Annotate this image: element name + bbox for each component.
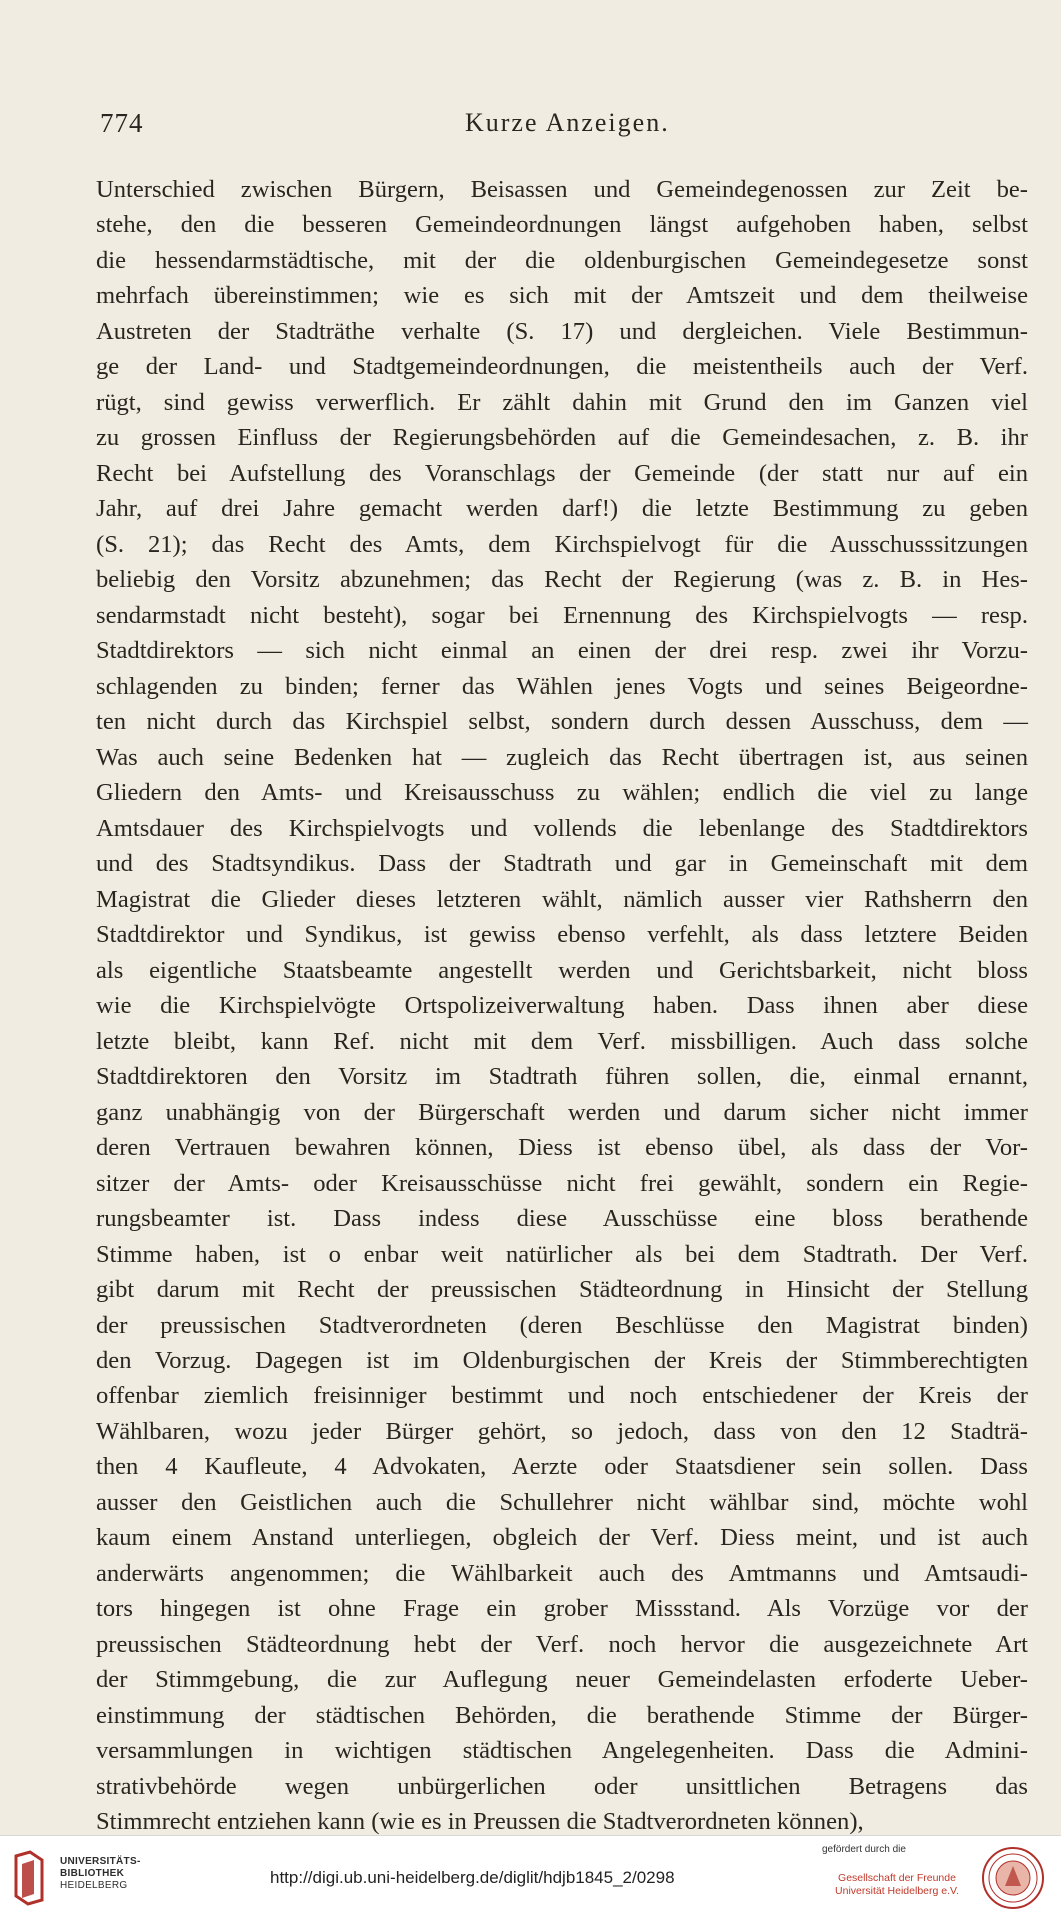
text-line: ge der Land- und Stadtgemeindeordnungen, die meistentheils auch der Verf. [96, 353, 1028, 381]
text-line: Gliedern den Amts- und Kreisausschuss zu wählen; endlich die viel zu lange [96, 779, 1028, 807]
text-line: gibt darum mit Recht der preussischen Städteordnung in Hinsicht der Stellung [96, 1276, 1028, 1304]
text-line: schlagenden zu binden; ferner das Wählen jenes Vogts und seines Beigeordne- [96, 672, 1028, 700]
text-line: als eigentliche Staatsbeamte angestellt werden und Gerichtsbarkeit, nicht bloss [96, 956, 1028, 984]
digitization-footer [0, 1835, 1061, 1920]
page-header [100, 108, 1030, 148]
library-name-line: UNIVERSITÄTS- [60, 1856, 141, 1867]
text-line: rungsbeamter ist. Dass indess diese Ausschüsse eine bloss berathende [96, 1205, 1028, 1233]
text-line: Stimme haben, ist o enbar weit natürlicher als bei dem Stadtrath. Der Verf. [96, 1240, 1028, 1268]
text-line: Unterschied zwischen Bürgern, Beisassen und Gemeindegenossen zur Zeit be- [96, 176, 1028, 203]
text-line: (S. 21); das Recht des Amts, dem Kirchspielvogt für die Ausschusssitzungen [96, 530, 1028, 558]
text-line: Stimmrecht entziehen kann (wie es in Preussen die Stadtverordneten können), [96, 1808, 864, 1836]
text-line: Amtsdauer des Kirchspielvogts und vollends die lebenlange des Stadtdirektors [96, 814, 1028, 842]
text-line: ganz unabhängig von der Bürgerschaft werden und darum sicher nicht immer [96, 1098, 1028, 1126]
society-name-line: Gesellschaft der Freunde [838, 1872, 956, 1884]
text-line: Wählbaren, wozu jeder Bürger gehört, so jedoch, dass von den 12 Stadträ- [96, 1417, 1028, 1445]
text-line: kaum einem Anstand unterliegen, obgleich der Verf. Diess meint, und ist auch [96, 1524, 1028, 1552]
text-line: offenbar ziemlich freisinniger bestimmt und noch entschiedener der Kreis der [96, 1382, 1028, 1410]
text-line: ten nicht durch das Kirchspiel selbst, sondern durch dessen Ausschuss, dem — [96, 708, 1028, 736]
library-name-line: HEIDELBERG [60, 1880, 128, 1891]
text-line: die hessendarmstädtische, mit der die oldenburgischen Gemeindegesetze sonst [96, 246, 1028, 274]
text-line: letzte bleibt, kann Ref. nicht mit dem Verf. missbilligen. Auch dass solche [96, 1027, 1028, 1055]
text-line: beliebig den Vorsitz abzunehmen; das Recht der Regierung (was z. B. in Hes- [96, 566, 1028, 594]
text-line: Stadtdirektoren den Vorsitz im Stadtrath führen sollen, die, einmal ernannt, [96, 1063, 1028, 1091]
text-line: Jahr, auf drei Jahre gemacht werden darf!) die letzte Bestimmung zu geben [96, 495, 1028, 523]
text-line: deren Vertrauen bewahren können, Diess ist ebenso übel, als dass der Vor- [96, 1134, 1028, 1162]
source-url-link[interactable]: http://digi.ub.uni-heidelberg.de/diglit/hdjb1845_2/0298 [270, 1868, 675, 1887]
university-seal-icon [981, 1846, 1045, 1910]
society-name-line: Universität Heidelberg e.V. [835, 1885, 959, 1897]
text-line: Stadtdirektor und Syndikus, ist gewiss ebenso verfehlt, als dass letztere Beiden [96, 921, 1028, 949]
text-line: zu grossen Einfluss der Regierungsbehörden auf die Gemeindesachen, z. B. ihr [96, 424, 1028, 452]
text-line: Recht bei Aufstellung des Voranschlags der Gemeinde (der statt nur auf ein [96, 459, 1028, 487]
library-name [60, 1856, 200, 1892]
text-line: Was auch seine Bedenken hat — zugleich das Recht übertragen ist, aus seinen [96, 743, 1028, 771]
text-line: strativbehörde wegen unbürgerlichen oder unsittlichen Betragens das [96, 1772, 1028, 1800]
text-line: und des Stadtsyndikus. Dass der Stadtrath und gar in Gemeinschaft mit dem [96, 850, 1028, 878]
text-line: Stadtdirektors — sich nicht einmal an einen der drei resp. zwei ihr Vorzu- [96, 637, 1028, 665]
page-number: 774 [100, 108, 144, 138]
society-name [822, 1872, 972, 1898]
text-line: stehe, den die besseren Gemeindeordnungen längst aufgehoben haben, selbst [96, 211, 1028, 239]
text-line: einstimmung der städtischen Behörden, die berathende Stimme der Bürger- [96, 1701, 1028, 1729]
text-line: Austreten der Stadträthe verhalte (S. 17) und dergleichen. Viele Bestimmun- [96, 317, 1028, 345]
text-line: tors hingegen ist ohne Frage ein grober Missstand. Als Vorzüge vor der [96, 1595, 1028, 1623]
text-line: sitzer der Amts- oder Kreisausschüsse nicht frei gewählt, sondern ein Regie- [96, 1169, 1028, 1197]
text-line: sendarmstadt nicht besteht), sogar bei Ernennung des Kirchspielvogts — resp. [96, 601, 1028, 629]
text-line: ausser den Geistlichen auch die Schullehrer nicht wählbar sind, möchte wohl [96, 1488, 1028, 1516]
text-line: der preussischen Stadtverordneten (deren Beschlüsse den Magistrat binden) [96, 1311, 1028, 1339]
body-text [96, 172, 1028, 1840]
funded-by-text: gefördert durch die [822, 1844, 906, 1855]
text-line: versammlungen in wichtigen städtischen Angelegenheiten. Dass die Admini- [96, 1737, 1028, 1765]
text-line: anderwärts angenommen; die Wählbarkeit auch des Amtmanns und Amtsaudi- [96, 1559, 1028, 1587]
text-line: Magistrat die Glieder dieses letzteren wählt, nämlich ausser vier Rathsherrn den [96, 885, 1028, 913]
library-logo-icon [12, 1850, 46, 1906]
library-name-line: BIBLIOTHEK [60, 1868, 125, 1879]
text-line: preussischen Städteordnung hebt der Verf. noch hervor die ausgezeichnete Art [96, 1630, 1028, 1658]
text-line: den Vorzug. Dagegen ist im Oldenburgischen der Kreis der Stimmberechtigten [96, 1346, 1028, 1374]
text-line: wie die Kirchspielvögte Ortspolizeiverwaltung haben. Dass ihnen aber diese [96, 992, 1028, 1020]
text-line: rügt, sind gewiss verwerflich. Er zählt dahin mit Grund den im Ganzen viel [96, 388, 1028, 416]
running-head: Kurze Anzeigen. [465, 108, 670, 137]
text-line: der Stimmgebung, die zur Auflegung neuer Gemeindelasten erfoderte Ueber- [96, 1666, 1028, 1694]
text-line: mehrfach übereinstimmen; wie es sich mit der Amtszeit und dem theilweise [96, 282, 1028, 310]
text-line: then 4 Kaufleute, 4 Advokaten, Aerzte oder Staatsdiener sein sollen. Dass [96, 1453, 1028, 1481]
